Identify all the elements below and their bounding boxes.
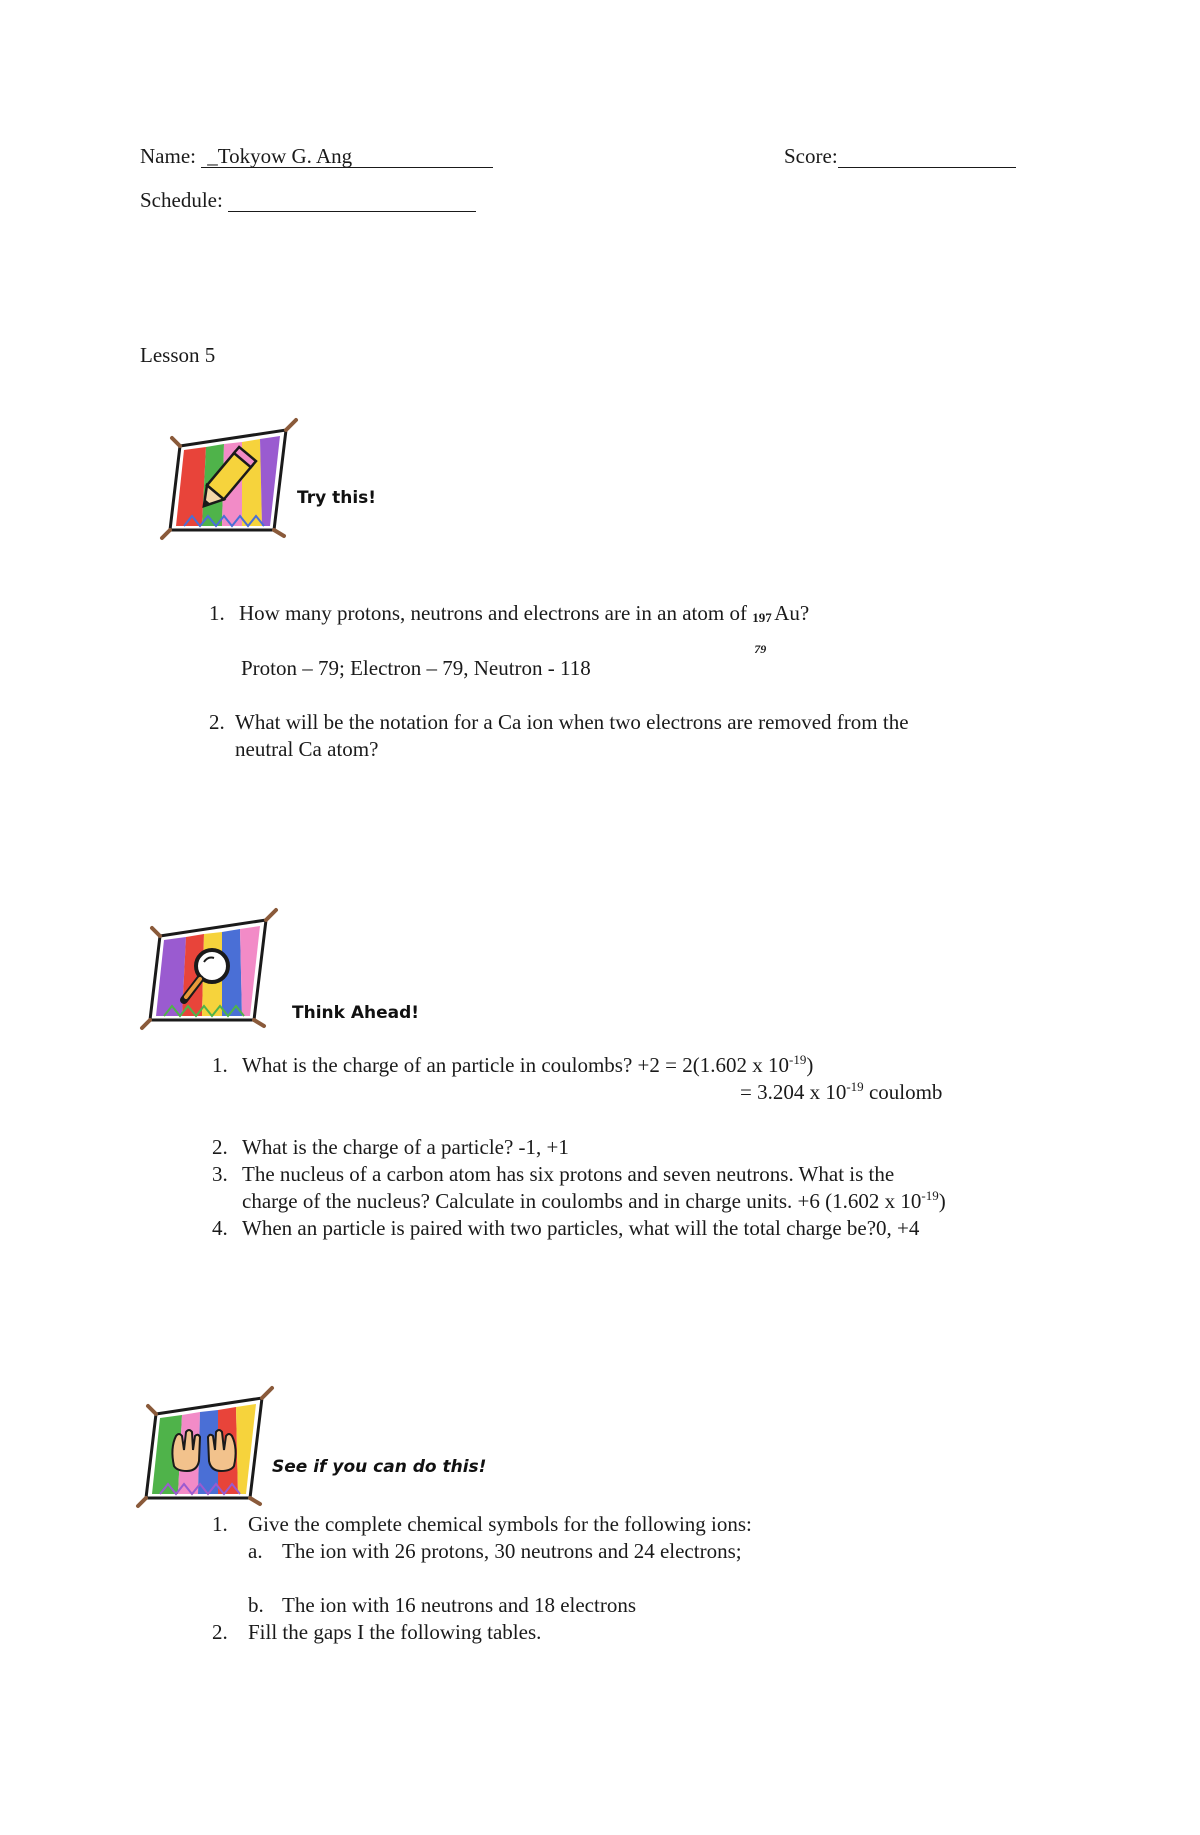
think-ahead-q2-text: What is the charge of a particle? -1, +1 — [242, 1135, 569, 1159]
try-this-q1-answer: Proton – 79; Electron – 79, Neutron - 118 — [241, 656, 591, 680]
see-if-title: See if you can do this! — [272, 1457, 487, 1477]
think-ahead-q1-line2-pre: = 3.204 x 10 — [740, 1080, 847, 1104]
score-label: Score: — [784, 144, 838, 168]
see-if-q1-text: Give the complete chemical symbols for the following ions: — [248, 1512, 752, 1536]
au-atomic-number: 79 — [754, 642, 767, 656]
see-if-qa-letter: a. — [248, 1539, 263, 1563]
score-blank[interactable] — [838, 145, 1016, 168]
au-mass-number: 197 — [752, 610, 772, 625]
schedule-blank[interactable] — [228, 189, 476, 212]
think-ahead-q1-line2-exponent: -19 — [846, 1079, 864, 1094]
try-this-q2 — [209, 710, 909, 735]
schedule-field — [140, 188, 476, 213]
try-this-q2-line1: What will be the notation for a Ca ion when two electrons are removed from the — [235, 710, 909, 734]
name-field — [140, 144, 493, 169]
see-if-qb — [248, 1593, 636, 1618]
see-if-banner — [138, 1386, 278, 1508]
see-if-qb-text: The ion with 16 neutrons and 18 electrons — [282, 1593, 637, 1617]
hands-icon — [138, 1388, 272, 1506]
think-ahead-q3-exponent: -19 — [921, 1188, 939, 1203]
see-if-q1-number: 1. — [212, 1512, 228, 1536]
think-ahead-q1-line2-post: coulomb — [863, 1080, 943, 1104]
magnifier-icon — [142, 910, 276, 1028]
think-ahead-q3-line2-text: charge of the nucleus? Calculate in coulombs and in charge units. +6 (1.602 x 10 — [242, 1189, 922, 1213]
see-if-qa — [248, 1539, 742, 1564]
think-ahead-q1-close: ) — [806, 1053, 814, 1077]
think-ahead-title: Think Ahead! — [292, 1003, 420, 1023]
think-ahead-q4-text: When an particle is paired with two particles, what will the total charge be?0, +4 — [242, 1216, 920, 1240]
try-this-q2-line2: neutral Ca atom? — [235, 737, 379, 761]
think-ahead-q1 — [212, 1053, 813, 1078]
try-this-banner — [162, 418, 302, 540]
think-ahead-q1-exponent: -19 — [788, 1052, 807, 1067]
schedule-label: Schedule: — [140, 188, 223, 212]
name-label: Name: — [140, 144, 196, 168]
try-this-title: Try this! — [297, 488, 377, 508]
think-ahead-q3-line2 — [242, 1189, 946, 1214]
see-if-qb-letter: b. — [248, 1593, 264, 1617]
see-if-q2-number: 2. — [212, 1620, 228, 1644]
try-this-q1-text: How many protons, neutrons and electrons are in an atom of — [239, 601, 747, 625]
score-field — [784, 144, 1016, 169]
au-symbol: Au? — [774, 601, 810, 625]
think-ahead-q2-number: 2. — [212, 1135, 228, 1159]
think-ahead-q1-number: 1. — [212, 1053, 228, 1077]
see-if-q1 — [212, 1512, 752, 1537]
think-ahead-q2 — [212, 1135, 569, 1160]
see-if-q2-text: Fill the gaps I the following tables. — [248, 1620, 542, 1644]
think-ahead-q3-number: 3. — [212, 1162, 228, 1186]
see-if-qa-text: The ion with 26 protons, 30 neutrons and 24 electrons; — [282, 1539, 742, 1563]
name-value: Tokyow G. Ang — [217, 144, 353, 168]
see-if-q2 — [212, 1620, 541, 1645]
try-this-q2-number: 2. — [209, 710, 225, 734]
think-ahead-q3-close: ) — [938, 1189, 946, 1213]
pencil-icon — [162, 420, 296, 538]
think-ahead-q3 — [212, 1162, 894, 1187]
name-value-line[interactable]: _Tokyow G. Ang — [201, 145, 493, 168]
try-this-q1-number: 1. — [209, 601, 225, 625]
think-ahead-q3-line1: The nucleus of a carbon atom has six protons and seven neutrons. What is the — [242, 1162, 895, 1186]
think-ahead-q4 — [212, 1216, 919, 1241]
think-ahead-q1-line2 — [740, 1080, 942, 1105]
think-ahead-banner — [142, 908, 282, 1030]
think-ahead-q4-number: 4. — [212, 1216, 228, 1240]
think-ahead-q1-text: What is the charge of an particle in coulombs? +2 = 2(1.602 x 10 — [242, 1053, 789, 1077]
try-this-q1 — [209, 601, 810, 656]
lesson-title: Lesson 5 — [140, 343, 216, 367]
